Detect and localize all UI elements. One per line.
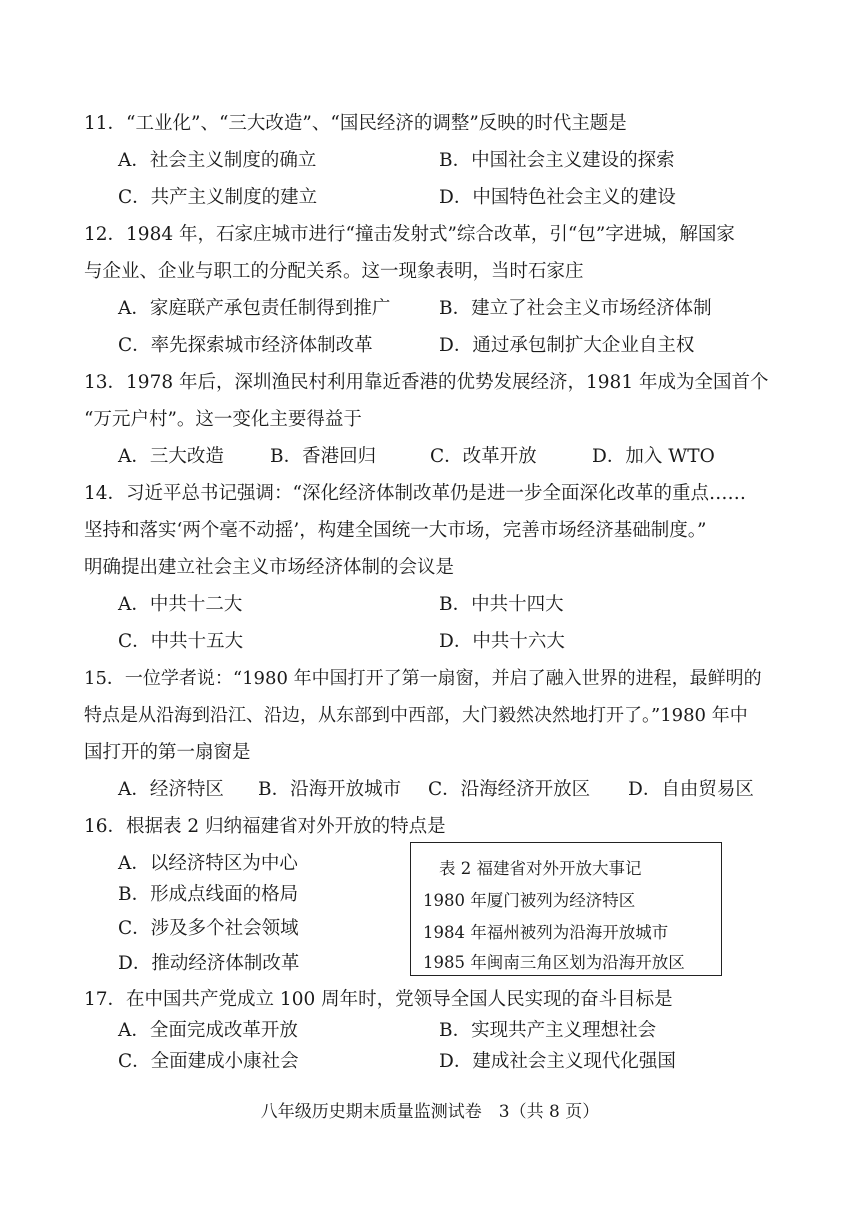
question-13-option-c: C．改革开放	[430, 446, 537, 467]
question-17-option-c: C．全面建成小康社会	[118, 1051, 299, 1072]
question-15-option-a: A．经济特区	[118, 779, 224, 800]
question-15-stem-line-3: 国打开的第一扇窗是	[84, 742, 251, 763]
question-13-option-d: D．加入 WTO	[592, 446, 715, 467]
question-13-option-b: B．香港回归	[270, 446, 377, 467]
question-13-stem-line-1: 13．1978 年后，深圳渔民村利用靠近香港的优势发展经济，1981 年成为全国首个	[84, 372, 769, 393]
table-2-row: 1984 年福州被列为沿海开放城市	[423, 923, 669, 942]
question-14-option-d: D．中共十六大	[439, 631, 565, 652]
question-16-option-d: D．推动经济体制改革	[118, 953, 300, 974]
question-13-stem-line-2: “万元户村”。这一变化主要得益于	[84, 409, 362, 430]
question-16-stem-line-1: 16．根据表 2 归纳福建省对外开放的特点是	[84, 816, 446, 837]
question-11-option-a: A．社会主义制度的确立	[118, 150, 317, 171]
question-14-option-c: C．中共十五大	[118, 631, 244, 652]
question-11-option-d: D．中国特色社会主义的建设	[439, 187, 676, 208]
question-15-stem-line-1: 15．一位学者说：“1980 年中国打开了第一扇窗，并启了融入世界的进程，最鲜明的	[84, 668, 762, 689]
question-12-stem-line-2: 与企业、企业与职工的分配关系。这一现象表明，当时石家庄	[84, 261, 584, 282]
question-16-option-b: B．形成点线面的格局	[118, 884, 299, 905]
table-2-title: 表 2 福建省对外开放大事记	[439, 859, 642, 878]
table-2-row: 1985 年闽南三角区划为沿海开放区	[423, 953, 685, 972]
question-15-option-b: B．沿海开放城市	[258, 779, 402, 800]
question-17-option-d: D．建成社会主义现代化强国	[439, 1051, 676, 1072]
question-12-option-b: B．建立了社会主义市场经济体制	[439, 298, 712, 319]
question-14-stem-line-3: 明确提出建立社会主义市场经济体制的会议是	[84, 557, 455, 578]
question-15-stem-line-2: 特点是从沿海到沿江、沿边，从东部到中西部，大门毅然决然地打开了。”1980 年中	[84, 705, 748, 726]
question-13-option-a: A．三大改造	[118, 446, 224, 467]
question-16-option-c: C．涉及多个社会领域	[118, 918, 299, 939]
question-15-option-d: D．自由贸易区	[628, 779, 754, 800]
question-12-stem-line-1: 12．1984 年，石家庄城市进行“撞击发射式”综合改革，引“包”字进城，解国家	[84, 224, 735, 245]
question-11-option-c: C．共产主义制度的建立	[118, 187, 318, 208]
question-12-option-c: C．率先探索城市经济体制改革	[118, 335, 373, 356]
question-12-option-a: A．家庭联产承包责任制得到推广	[118, 298, 391, 319]
question-17-option-a: A．全面完成改革开放	[118, 1020, 298, 1041]
question-12-option-d: D．通过承包制扩大企业自主权	[439, 335, 695, 356]
table-2-row: 1980 年厦门被列为经济特区	[423, 891, 636, 910]
question-15-option-c: C．沿海经济开放区	[428, 779, 591, 800]
page-footer: 八年级历史期末质量监测试卷 3（共 8 页）	[260, 1102, 600, 1122]
table-2-box	[410, 842, 722, 976]
question-14-stem-line-2: 坚持和落实‘两个毫不动摇’，构建全国统一大市场，完善市场经济基础制度。”	[84, 520, 707, 541]
question-17-option-b: B．实现共产主义理想社会	[439, 1020, 657, 1041]
question-14-option-b: B．中共十四大	[439, 594, 564, 615]
question-16-option-a: A．以经济特区为中心	[118, 853, 298, 874]
question-17-stem-line-1: 17．在中国共产党成立 100 周年时，党领导全国人民实现的奋斗目标是	[84, 989, 673, 1010]
question-14-stem-line-1: 14．习近平总书记强调：“深化经济体制改革仍是进一步全面深化改革的重点……	[84, 483, 747, 504]
question-11-stem-line-1: 11．“工业化”、“三大改造”、“国民经济的调整”反映的时代主题是	[84, 113, 627, 134]
question-14-option-a: A．中共十二大	[118, 594, 243, 615]
question-11-option-b: B．中国社会主义建设的探索	[439, 150, 675, 171]
